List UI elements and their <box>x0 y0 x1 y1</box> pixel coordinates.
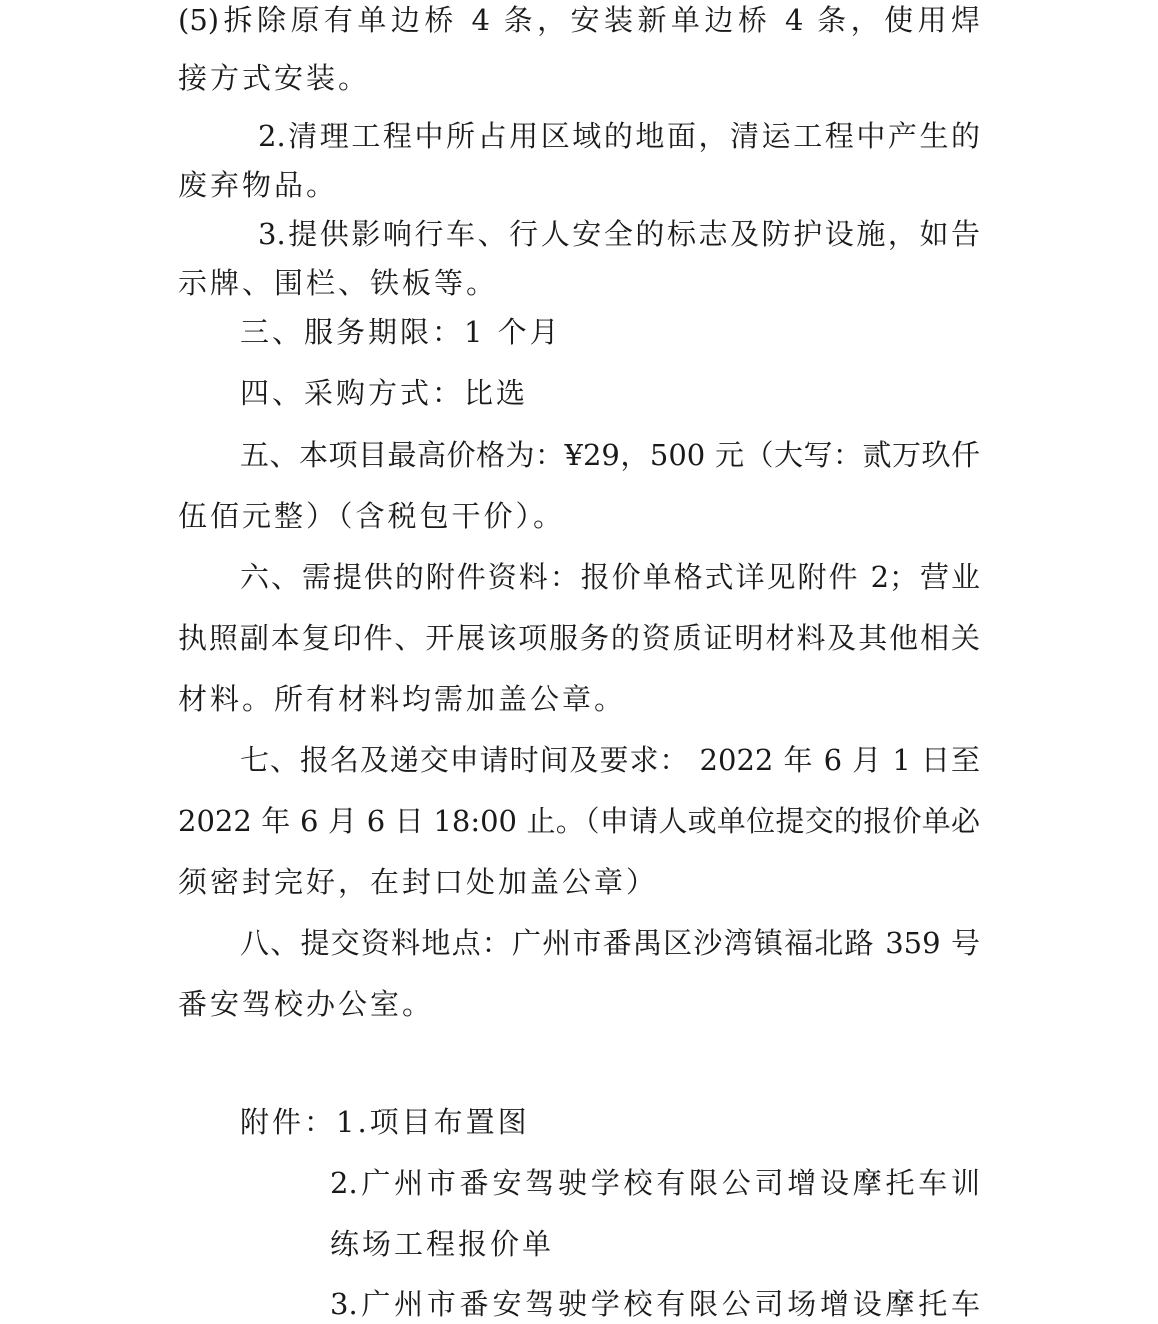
section-6-line-2: 执照副本复印件、开展该项服务的资质证明材料及其他相关 <box>178 621 980 655</box>
section-5-line-1: 五、本项目最高价格为：¥29，500 元（大写：贰万玖仟 <box>240 438 980 472</box>
section-7-line-1: 七、报名及递交申请时间及要求： 2022 年 6 月 1 日至 <box>240 743 980 777</box>
attachment-3-line-1: 3.广州市番安驾驶学校有限公司场增设摩托车 <box>330 1287 980 1321</box>
section-7-line-2: 2022 年 6 月 6 日 18:00 止。（申请人或单位提交的报价单必 <box>178 804 980 838</box>
item-2-line-1: 2.清理工程中所占用区域的地面，清运工程中产生的 <box>258 119 980 153</box>
section-8-line-2: 番安驾校办公室。 <box>178 987 435 1021</box>
item-5-line-1: (5)拆除原有单边桥 4 条，安装新单边桥 4 条，使用焊 <box>178 3 980 37</box>
section-7-line-3: 须密封完好，在封口处加盖公章） <box>178 865 659 899</box>
section-8-line-1: 八、提交资料地点：广州市番禺区沙湾镇福北路 359 号 <box>240 926 980 960</box>
item-5-line-2: 接方式安装。 <box>178 61 371 95</box>
section-6-line-1: 六、需提供的附件资料：报价单格式详见附件 2；营业 <box>240 560 980 594</box>
section-4-procurement-method: 四、采购方式：比选 <box>240 376 529 410</box>
item-3-line-1: 3.提供影响行车、行人安全的标志及防护设施，如告 <box>258 217 980 251</box>
attachment-2-line-2: 练场工程报价单 <box>330 1227 555 1261</box>
section-3-service-period: 三、服务期限：1 个月 <box>240 315 562 349</box>
item-3-line-2: 示牌、围栏、铁板等。 <box>178 266 499 300</box>
section-6-line-3: 材料。所有材料均需加盖公章。 <box>178 682 627 716</box>
item-2-line-2: 废弃物品。 <box>178 168 339 202</box>
attachment-2-line-1: 2.广州市番安驾驶学校有限公司增设摩托车训 <box>330 1166 980 1200</box>
section-5-line-2: 伍佰元整）（含税包干价）。 <box>178 499 566 533</box>
attachments-line-1: 附件：1.项目布置图 <box>240 1105 530 1139</box>
